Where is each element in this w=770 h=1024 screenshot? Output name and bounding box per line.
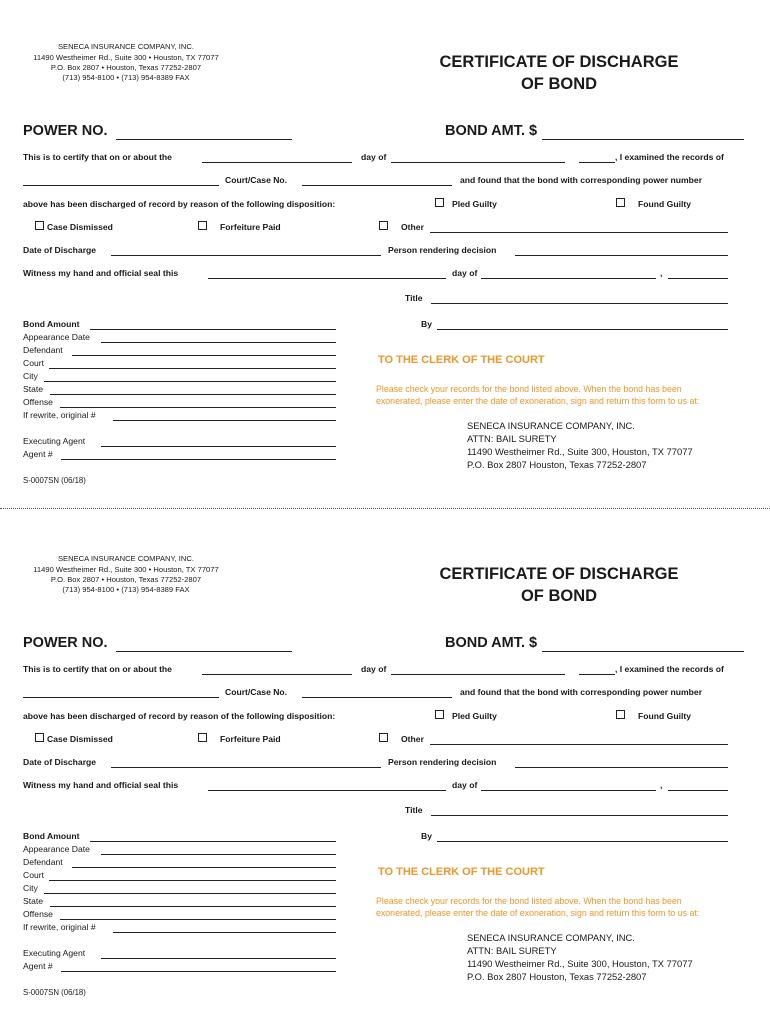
clerk-heading: TO THE CLERK OF THE COURT xyxy=(378,866,545,878)
bond-amt-label: BOND AMT. $ xyxy=(445,635,538,651)
return-address-4: P.O. Box 2807 Houston, Texas 77252-2807 xyxy=(467,459,647,470)
pled-guilty-label: Pled Guilty xyxy=(452,711,497,721)
found-guilty-checkbox[interactable] xyxy=(616,710,625,719)
return-address-4: P.O. Box 2807 Houston, Texas 77252-2807 xyxy=(467,971,647,982)
certificate-title-line2: OF BOND xyxy=(520,587,598,605)
witness-day-of: day of xyxy=(452,268,478,278)
defendant-label: Defendant xyxy=(23,857,63,867)
executing-agent-label: Executing Agent xyxy=(23,436,86,446)
return-address-1: SENECA INSURANCE COMPANY, INC. xyxy=(467,420,635,431)
title-field[interactable] xyxy=(431,303,728,304)
other-field[interactable] xyxy=(430,232,728,233)
agent-no-field[interactable] xyxy=(61,971,336,972)
by-label: By xyxy=(421,319,432,329)
witness-day-of: day of xyxy=(452,780,478,790)
certify-day-of: day of xyxy=(361,664,387,674)
appearance-date-field[interactable] xyxy=(101,854,336,855)
power-no-field[interactable] xyxy=(116,139,292,140)
forfeiture-paid-checkbox[interactable] xyxy=(198,733,207,742)
defendant-field[interactable] xyxy=(72,355,336,356)
title-field[interactable] xyxy=(431,815,728,816)
case-dismissed-checkbox[interactable] xyxy=(35,733,44,742)
other-label: Other xyxy=(401,734,424,744)
person-rendering-field[interactable] xyxy=(515,767,728,768)
defendant-label: Defendant xyxy=(23,345,63,355)
witness-label: Witness my hand and official seal this xyxy=(23,268,179,278)
certificate-title-line2: OF BOND xyxy=(520,75,598,93)
other-checkbox[interactable] xyxy=(379,221,388,230)
other-label: Other xyxy=(401,222,424,232)
certificate-top xyxy=(0,0,770,500)
clerk-heading: TO THE CLERK OF THE COURT xyxy=(378,354,545,366)
clerk-instructions: Please check your records for the bond listed above. When the bond has been exonerated, please enter the date of exoneration, sign and return this form to us at: xyxy=(376,896,700,918)
case-dismissed-label: Case Dismissed xyxy=(47,222,113,232)
forfeiture-paid-label: Forfeiture Paid xyxy=(220,222,281,232)
defendant-field[interactable] xyxy=(72,867,336,868)
company-address-2: P.O. Box 2807 • Houston, Texas 77252-2807 xyxy=(50,63,202,72)
company-name: SENECA INSURANCE COMPANY, INC. xyxy=(57,42,194,51)
forfeiture-paid-checkbox[interactable] xyxy=(198,221,207,230)
perforation-line xyxy=(0,508,770,509)
date-of-discharge-field[interactable] xyxy=(111,767,381,768)
rewrite-field[interactable] xyxy=(113,420,336,421)
date-of-discharge-label: Date of Discharge xyxy=(23,757,97,767)
bond-amount-field[interactable] xyxy=(90,841,336,842)
person-rendering-field[interactable] xyxy=(515,255,728,256)
certify-year-field[interactable] xyxy=(579,674,615,675)
company-name: SENECA INSURANCE COMPANY, INC. xyxy=(57,554,194,563)
found-guilty-checkbox[interactable] xyxy=(616,198,625,207)
court-case-label: Court/Case No. xyxy=(225,175,288,185)
executing-agent-label: Executing Agent xyxy=(23,948,86,958)
certify-lead: This is to certify that on or about the xyxy=(23,152,172,162)
power-no-field[interactable] xyxy=(116,651,292,652)
certify-examined: , I examined the records of xyxy=(615,152,724,162)
title-label: Title xyxy=(405,293,423,303)
case-dismissed-checkbox[interactable] xyxy=(35,221,44,230)
rewrite-field[interactable] xyxy=(113,932,336,933)
certificate-title-line1: CERTIFICATE OF DISCHARGE xyxy=(439,565,679,583)
bond-amt-label: BOND AMT. $ xyxy=(445,123,538,139)
certify-month-field[interactable] xyxy=(391,674,565,675)
court-case-label: Court/Case No. xyxy=(225,687,288,697)
witness-month-field[interactable] xyxy=(481,278,656,279)
appearance-date-label: Appearance Date xyxy=(23,844,90,854)
other-field[interactable] xyxy=(430,744,728,745)
certify-examined: , I examined the records of xyxy=(615,664,724,674)
by-field[interactable] xyxy=(437,329,728,330)
found-guilty-label: Found Guilty xyxy=(638,711,691,721)
witness-comma: , xyxy=(660,268,663,278)
city-label: City xyxy=(23,883,38,893)
certificate-title-line1: CERTIFICATE OF DISCHARGE xyxy=(439,53,679,71)
bond-amt-field[interactable] xyxy=(542,139,744,140)
discharged-text: above has been discharged of record by reason of the following disposition: xyxy=(23,711,336,721)
return-address-3: 11490 Westheimer Rd., Suite 300, Houston, TX 77077 xyxy=(467,446,693,457)
witness-date-field[interactable] xyxy=(208,790,446,791)
power-no-label: POWER NO. xyxy=(23,635,108,651)
court-case-field[interactable] xyxy=(302,697,452,698)
bond-amount-label: Bond Amount xyxy=(23,831,80,841)
witness-comma: , xyxy=(660,780,663,790)
by-field[interactable] xyxy=(437,841,728,842)
date-of-discharge-label: Date of Discharge xyxy=(23,245,97,255)
agent-no-label: Agent # xyxy=(23,961,53,971)
by-label: By xyxy=(421,831,432,841)
company-address-1: 11490 Westheimer Rd., Suite 300 • Houston, TX 77077 xyxy=(33,53,219,62)
city-label: City xyxy=(23,371,38,381)
date-of-discharge-field[interactable] xyxy=(111,255,381,256)
rewrite-label: If rewrite, original # xyxy=(23,410,96,420)
form-code: S-0007SN (06/18) xyxy=(23,988,86,997)
other-checkbox[interactable] xyxy=(379,733,388,742)
witness-year-field[interactable] xyxy=(668,278,728,279)
power-no-label: POWER NO. xyxy=(23,123,108,139)
agent-no-field[interactable] xyxy=(61,459,336,460)
found-text: and found that the bond with corresponding power number xyxy=(460,687,703,697)
records-of-field[interactable] xyxy=(23,185,219,186)
return-address-2: ATTN: BAIL SURETY xyxy=(467,945,557,956)
company-address-2: P.O. Box 2807 • Houston, Texas 77252-2807 xyxy=(50,575,202,584)
case-dismissed-label: Case Dismissed xyxy=(47,734,113,744)
offense-field[interactable] xyxy=(60,407,336,408)
state-label: State xyxy=(23,384,44,394)
court-field[interactable] xyxy=(49,368,336,369)
bond-amount-field[interactable] xyxy=(90,329,336,330)
return-address-2: ATTN: BAIL SURETY xyxy=(467,433,557,444)
certify-date-field[interactable] xyxy=(202,674,352,675)
found-guilty-label: Found Guilty xyxy=(638,199,691,209)
company-address-1: 11490 Westheimer Rd., Suite 300 • Houston, TX 77077 xyxy=(33,565,219,574)
clerk-instructions: Please check your records for the bond listed above. When the bond has been exonerated, please enter the date of exoneration, sign and return this form to us at: xyxy=(376,384,700,406)
person-rendering-label: Person rendering decision xyxy=(388,245,497,255)
court-field[interactable] xyxy=(49,880,336,881)
appearance-date-label: Appearance Date xyxy=(23,332,90,342)
certify-month-field[interactable] xyxy=(391,162,565,163)
certify-day-of: day of xyxy=(361,152,387,162)
court-label: Court xyxy=(23,870,45,880)
state-field[interactable] xyxy=(50,906,336,907)
pled-guilty-label: Pled Guilty xyxy=(452,199,497,209)
title-label: Title xyxy=(405,805,423,815)
forfeiture-paid-label: Forfeiture Paid xyxy=(220,734,281,744)
form-code: S-0007SN (06/18) xyxy=(23,476,86,485)
witness-date-field[interactable] xyxy=(208,278,446,279)
records-of-field[interactable] xyxy=(23,697,219,698)
offense-field[interactable] xyxy=(60,919,336,920)
witness-month-field[interactable] xyxy=(481,790,656,791)
executing-agent-field[interactable] xyxy=(101,446,336,447)
executing-agent-field[interactable] xyxy=(101,958,336,959)
certificate-bottom xyxy=(0,512,770,1012)
return-address-3: 11490 Westheimer Rd., Suite 300, Houston, TX 77077 xyxy=(467,958,693,969)
return-address-1: SENECA INSURANCE COMPANY, INC. xyxy=(467,932,635,943)
pled-guilty-checkbox[interactable] xyxy=(435,710,444,719)
discharged-text: above has been discharged of record by reason of the following disposition: xyxy=(23,199,336,209)
witness-year-field[interactable] xyxy=(668,790,728,791)
state-label: State xyxy=(23,896,44,906)
city-field[interactable] xyxy=(44,893,336,894)
bond-amount-label: Bond Amount xyxy=(23,319,80,329)
certify-date-field[interactable] xyxy=(202,162,352,163)
company-phone: (713) 954-8100 • (713) 954-8389 FAX xyxy=(62,585,190,594)
certify-year-field[interactable] xyxy=(579,162,615,163)
appearance-date-field[interactable] xyxy=(101,342,336,343)
company-phone: (713) 954-8100 • (713) 954-8389 FAX xyxy=(62,73,190,82)
court-label: Court xyxy=(23,358,45,368)
witness-label: Witness my hand and official seal this xyxy=(23,780,179,790)
agent-no-label: Agent # xyxy=(23,449,53,459)
person-rendering-label: Person rendering decision xyxy=(388,757,497,767)
offense-label: Offense xyxy=(23,909,53,919)
rewrite-label: If rewrite, original # xyxy=(23,922,96,932)
offense-label: Offense xyxy=(23,397,53,407)
pled-guilty-checkbox[interactable] xyxy=(435,198,444,207)
court-case-field[interactable] xyxy=(302,185,452,186)
bond-amt-field[interactable] xyxy=(542,651,744,652)
city-field[interactable] xyxy=(44,381,336,382)
certify-lead: This is to certify that on or about the xyxy=(23,664,172,674)
found-text: and found that the bond with corresponding power number xyxy=(460,175,703,185)
state-field[interactable] xyxy=(50,394,336,395)
